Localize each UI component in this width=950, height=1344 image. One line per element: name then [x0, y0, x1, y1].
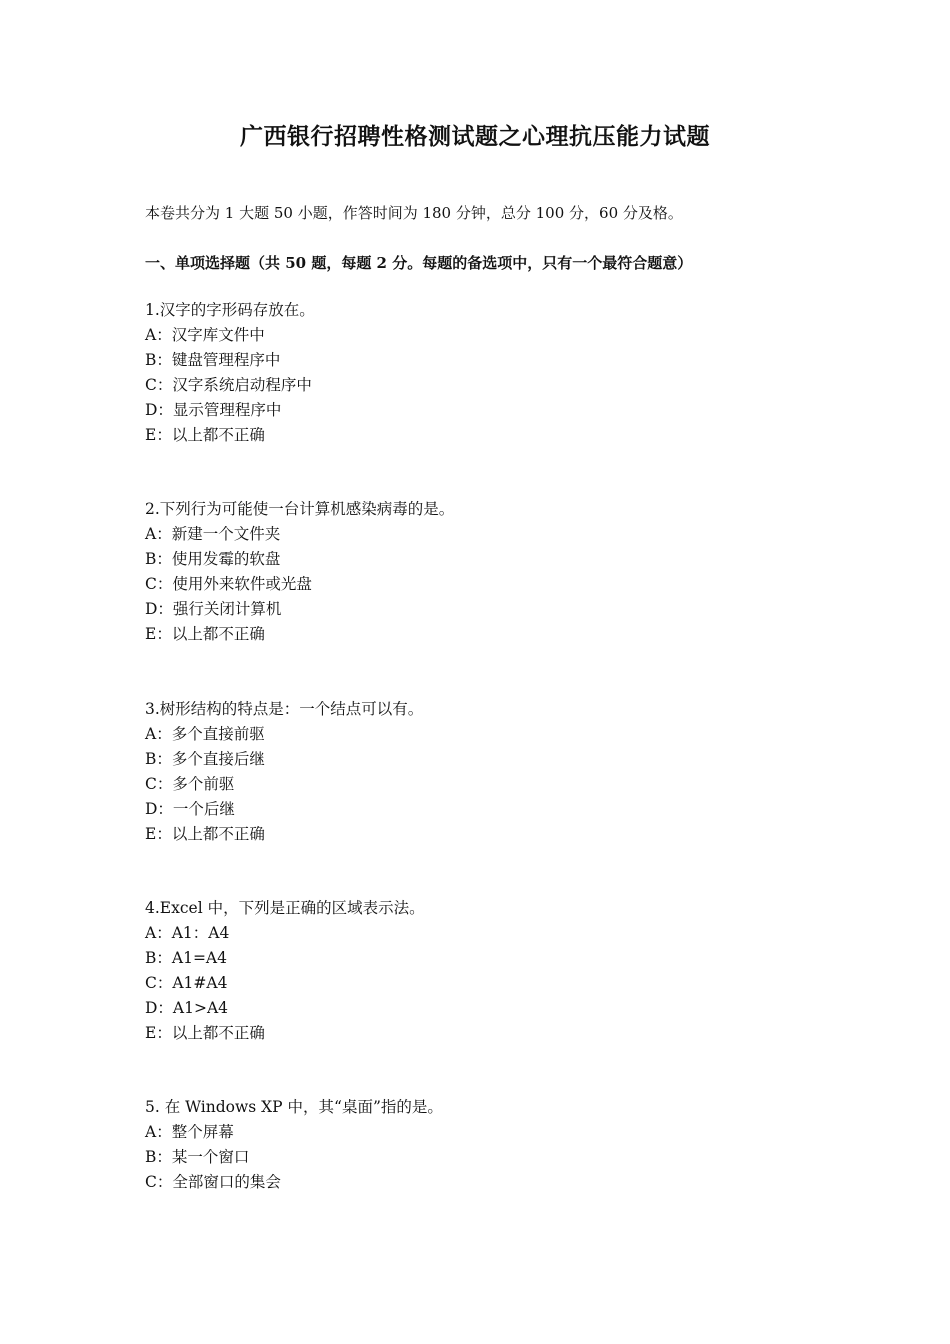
option-c: C：使用外来软件或光盘: [145, 575, 312, 593]
section-heading: 一、单项选择题（共 50 题，每题 2 分。每题的备选项中，只有一个最符合题意）: [145, 254, 693, 272]
question-text: 3.树形结构的特点是：一个结点可以有。: [145, 700, 424, 718]
option-e: E：以上都不正确: [145, 426, 265, 444]
option-e: E：以上都不正确: [145, 625, 265, 643]
option-e: E：以上都不正确: [145, 1024, 265, 1042]
option-b: B：多个直接后继: [145, 750, 265, 768]
option-d: D：显示管理程序中: [145, 401, 282, 419]
option-d: D：A1>A4: [145, 999, 229, 1017]
question-4: [145, 896, 425, 1046]
option-a: A：新建一个文件夹: [145, 525, 281, 543]
question-text: 4.Excel 中，下列是正确的区域表示法。: [145, 899, 425, 917]
question-5: [145, 1095, 443, 1195]
option-d: D：强行关闭计算机: [145, 600, 282, 618]
option-b: B：某一个窗口: [145, 1148, 250, 1166]
question-text: 5. 在 Windows XP 中，其“桌面”指的是。: [145, 1098, 443, 1116]
option-a: A：A1：A4: [145, 924, 230, 942]
option-a: A：多个直接前驱: [145, 725, 265, 743]
option-b: B：使用发霉的软盘: [145, 550, 281, 568]
option-e: E：以上都不正确: [145, 825, 265, 843]
document-title: 广西银行招聘性格测试题之心理抗压能力试题: [240, 123, 710, 150]
exam-intro: 本卷共分为 1 大题 50 小题，作答时间为 180 分钟，总分 100 分，60 分及格。: [145, 204, 683, 222]
option-c: C：A1#A4: [145, 974, 228, 992]
question-text: 2.下列行为可能使一台计算机感染病毒的是。: [145, 500, 455, 518]
option-a: A：整个屏幕: [145, 1123, 234, 1141]
question-2: [145, 497, 454, 647]
option-c: C：多个前驱: [145, 775, 235, 793]
option-c: C：全部窗口的集会: [145, 1173, 281, 1191]
question-1: [145, 298, 315, 448]
option-d: D：一个后继: [145, 800, 235, 818]
question-text: 1.汉字的字形码存放在。: [145, 301, 315, 319]
option-a: A：汉字库文件中: [145, 326, 265, 344]
question-3: [145, 697, 423, 847]
option-b: B：A1=A4: [145, 949, 227, 967]
option-c: C：汉字系统启动程序中: [145, 376, 312, 394]
option-b: B：键盘管理程序中: [145, 351, 281, 369]
